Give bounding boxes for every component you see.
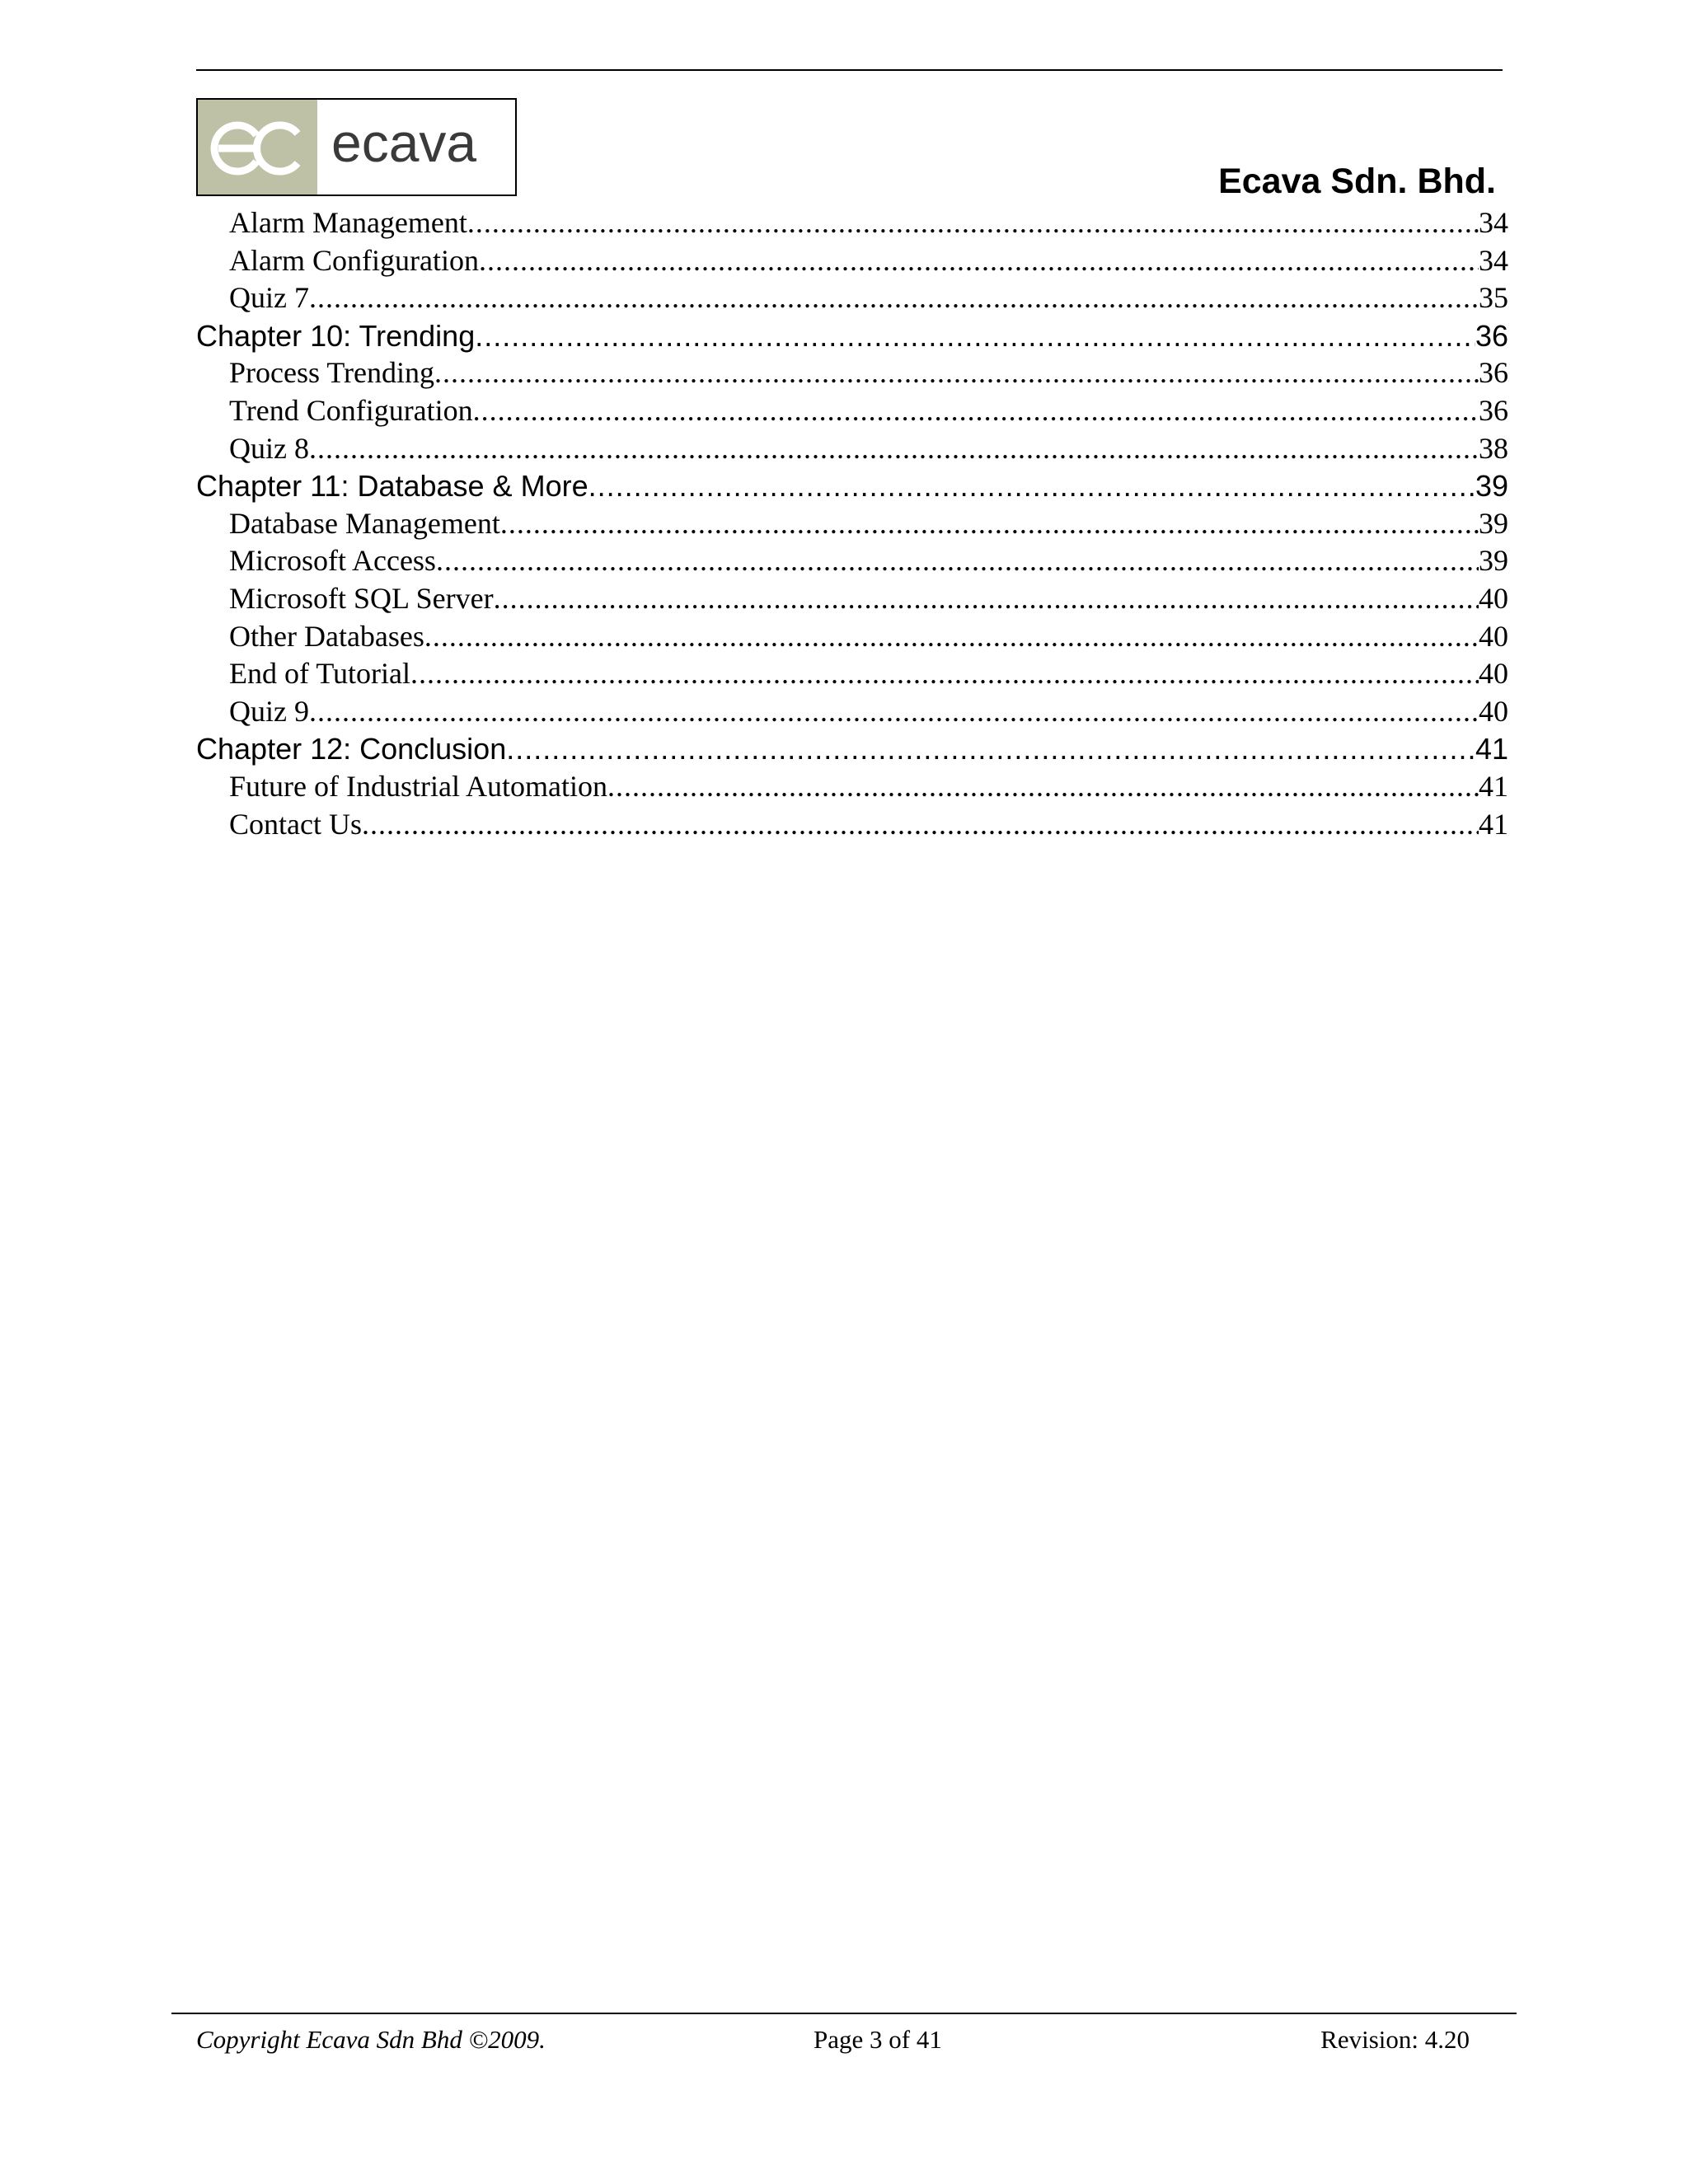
toc-dot-leader xyxy=(506,730,1475,768)
footer-page-number: Page 3 of 41 xyxy=(814,2025,942,2054)
toc-entry-title: Chapter 11: Database & More xyxy=(196,469,588,504)
company-name: Ecava Sdn. Bhd. xyxy=(1218,162,1496,201)
toc-entry-title: Other Databases xyxy=(229,619,424,653)
toc-section-entry[interactable] xyxy=(196,505,1508,543)
toc-dot-leader xyxy=(436,542,1479,580)
toc-entry-title: Quiz 8 xyxy=(229,431,309,465)
toc-entry-title: Contact Us xyxy=(229,807,362,841)
toc-section-entry[interactable] xyxy=(196,354,1508,392)
toc-entry-title: Quiz 7 xyxy=(229,281,309,315)
toc-dot-leader xyxy=(494,580,1479,618)
toc-dot-leader xyxy=(473,392,1479,430)
toc-section-entry[interactable] xyxy=(196,430,1508,468)
toc-section-entry[interactable] xyxy=(196,580,1508,618)
toc-entry-page: 39 xyxy=(1479,506,1508,540)
toc-entry-page: 35 xyxy=(1479,281,1508,315)
toc-dot-leader xyxy=(309,693,1479,731)
toc-entry-title: Quiz 9 xyxy=(229,694,309,728)
toc-entry-title: Chapter 10: Trending xyxy=(196,318,476,353)
toc-entry-page: 40 xyxy=(1479,694,1508,728)
toc-dot-leader xyxy=(467,204,1479,242)
toc-entry-title: Chapter 12: Conclusion xyxy=(196,732,507,766)
toc-entry-page: 36 xyxy=(1479,393,1508,427)
toc-section-entry[interactable] xyxy=(196,768,1508,806)
ecava-wordmark xyxy=(328,119,505,176)
toc-entry-title: Trend Configuration xyxy=(229,393,473,427)
toc-dot-leader xyxy=(607,768,1479,806)
ecava-wordmark-text: ecava xyxy=(331,118,476,173)
footer-copyright: Copyright Ecava Sdn Bhd ©2009. xyxy=(196,2025,546,2054)
toc-entry-title: Alarm Configuration xyxy=(229,243,479,277)
toc-dot-leader xyxy=(588,467,1475,505)
toc-entry-title: Alarm Management xyxy=(229,206,467,239)
toc-entry-page: 36 xyxy=(1479,356,1508,390)
toc-section-entry[interactable] xyxy=(196,806,1508,844)
toc-entry-page: 34 xyxy=(1479,206,1508,239)
toc-section-entry[interactable] xyxy=(196,618,1508,656)
header-rule xyxy=(196,69,1503,71)
toc-entry-page: 39 xyxy=(1479,544,1508,578)
ec-monogram-icon xyxy=(209,110,307,185)
toc-section-entry[interactable] xyxy=(196,693,1508,731)
toc-entry-title: Future of Industrial Automation xyxy=(229,769,607,803)
toc-entry-page: 40 xyxy=(1479,619,1508,653)
toc-entry-title: Process Trending xyxy=(229,356,435,390)
toc-dot-leader xyxy=(434,354,1479,392)
toc-dot-leader xyxy=(410,655,1479,693)
toc-section-entry[interactable] xyxy=(196,242,1508,280)
toc-chapter-entry[interactable] xyxy=(196,467,1508,505)
toc-chapter-entry[interactable] xyxy=(196,317,1508,355)
toc-dot-leader xyxy=(362,806,1479,844)
toc-dot-leader xyxy=(475,317,1475,355)
toc-dot-leader xyxy=(479,242,1479,280)
toc-entry-page: 39 xyxy=(1475,469,1508,504)
toc-section-entry[interactable] xyxy=(196,204,1508,242)
toc-entry-page: 34 xyxy=(1479,243,1508,277)
toc-dot-leader xyxy=(309,279,1479,317)
toc-entry-page: 36 xyxy=(1475,318,1508,353)
toc-entry-title: End of Tutorial xyxy=(229,657,411,691)
footer-revision: Revision: 4.20 xyxy=(1320,2025,1470,2054)
toc-chapter-entry[interactable] xyxy=(196,730,1508,768)
toc-entry-title: Database Management xyxy=(229,506,500,540)
table-of-contents xyxy=(196,204,1508,843)
toc-entry-page: 40 xyxy=(1479,657,1508,691)
toc-section-entry[interactable] xyxy=(196,279,1508,317)
toc-section-entry[interactable] xyxy=(196,655,1508,693)
ecava-logo-mark xyxy=(198,100,317,194)
toc-entry-page: 38 xyxy=(1479,431,1508,465)
toc-entry-page: 40 xyxy=(1479,581,1508,615)
toc-entry-page: 41 xyxy=(1479,769,1508,803)
ecava-logo-wordmark xyxy=(317,100,515,194)
ecava-logo xyxy=(196,98,517,196)
toc-section-entry[interactable] xyxy=(196,542,1508,580)
toc-entry-title: Microsoft SQL Server xyxy=(229,581,494,615)
toc-dot-leader xyxy=(309,430,1479,468)
toc-entry-page: 41 xyxy=(1475,732,1508,766)
toc-entry-page: 41 xyxy=(1479,807,1508,841)
footer-rule xyxy=(171,2013,1517,2014)
toc-section-entry[interactable] xyxy=(196,392,1508,430)
toc-dot-leader xyxy=(424,618,1479,656)
toc-dot-leader xyxy=(500,505,1479,543)
toc-entry-title: Microsoft Access xyxy=(229,544,436,578)
